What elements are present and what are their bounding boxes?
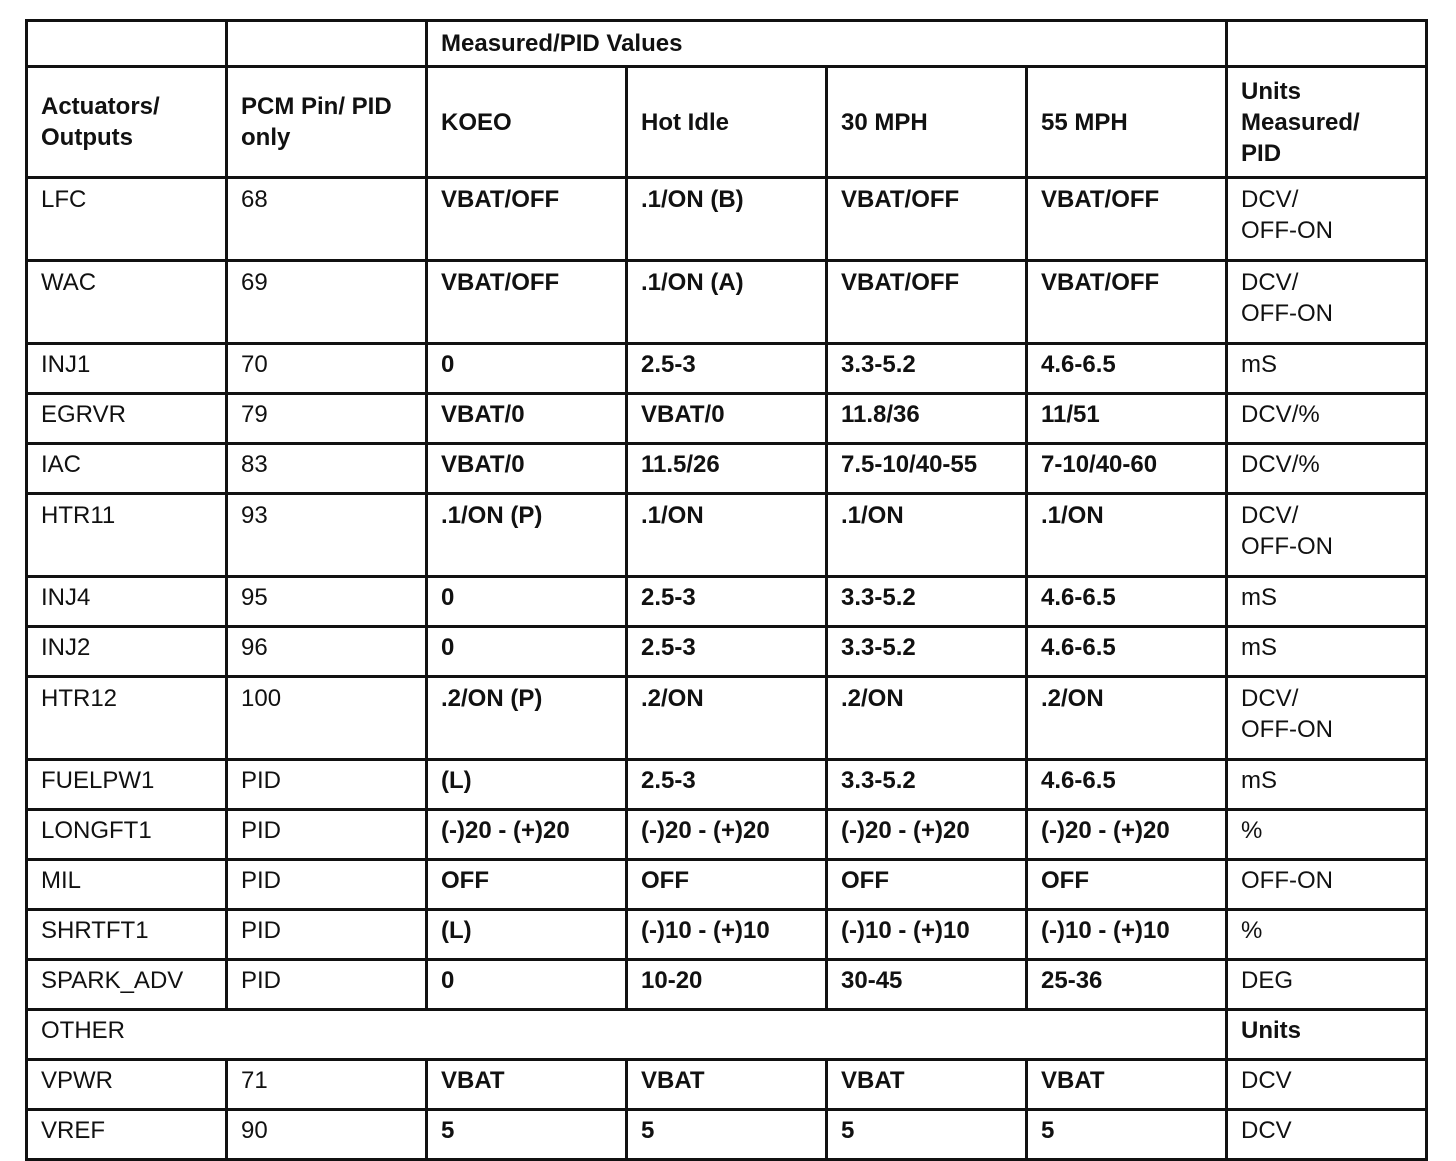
units-cell: mS (1227, 577, 1427, 627)
units-cell: mS (1227, 344, 1427, 394)
actuator-name-cell: WAC (27, 261, 227, 344)
column-header-row (27, 67, 1427, 178)
pcm-pin-cell: 90 (227, 1110, 427, 1160)
hot-idle-value-cell: .1/ON (B) (627, 178, 827, 261)
pcm-pin-cell: 96 (227, 627, 427, 677)
koeo-value-cell: .2/ON (P) (427, 677, 627, 760)
units-cell: % (1227, 810, 1427, 860)
pcm-pin-cell: PID (227, 960, 427, 1010)
pcm-pin-cell: PID (227, 860, 427, 910)
actuator-name-cell: VPWR (27, 1060, 227, 1110)
table-row (27, 910, 1427, 960)
hot-idle-value-cell: 2.5-3 (627, 627, 827, 677)
pcm-pin-cell: 79 (227, 394, 427, 444)
55-mph-value-cell: .2/ON (1027, 677, 1227, 760)
hot-idle-value-cell: .1/ON (627, 494, 827, 577)
koeo-value-cell: 0 (427, 577, 627, 627)
hot-idle-value-cell: .2/ON (627, 677, 827, 760)
units-cell: DCV/% (1227, 444, 1427, 494)
30-mph-value-cell: 5 (827, 1110, 1027, 1160)
55-mph-value-cell: 5 (1027, 1110, 1227, 1160)
koeo-value-cell: VBAT/0 (427, 444, 627, 494)
actuator-name-cell: SPARK_ADV (27, 960, 227, 1010)
koeo-value-cell: VBAT/0 (427, 394, 627, 444)
hot-idle-value-cell: 2.5-3 (627, 344, 827, 394)
pcm-pin-cell: 95 (227, 577, 427, 627)
hot-idle-value-cell: OFF (627, 860, 827, 910)
table-row (27, 627, 1427, 677)
30-mph-value-cell: 3.3-5.2 (827, 344, 1027, 394)
30-mph-value-cell: 3.3-5.2 (827, 627, 1027, 677)
pcm-pin-cell: 93 (227, 494, 427, 577)
table-row (27, 760, 1427, 810)
30-mph-value-cell: 30-45 (827, 960, 1027, 1010)
actuator-name-cell: INJ1 (27, 344, 227, 394)
30-mph-value-cell: OFF (827, 860, 1027, 910)
koeo-value-cell: (L) (427, 910, 627, 960)
pcm-pin-cell: PID (227, 910, 427, 960)
pcm-pin-cell: 71 (227, 1060, 427, 1110)
30-mph-value-cell: (-)20 - (+)20 (827, 810, 1027, 860)
30-mph-value-cell: 7.5-10/40-55 (827, 444, 1027, 494)
units-cell: DCV/ OFF-ON (1227, 677, 1427, 760)
30-mph-value-cell: 11.8/36 (827, 394, 1027, 444)
other-section-label: OTHER (27, 1010, 1227, 1060)
actuator-name-cell: SHRTFT1 (27, 910, 227, 960)
pcm-pin-cell: 83 (227, 444, 427, 494)
header-blank-cell (27, 21, 227, 67)
55-mph-value-cell: .1/ON (1027, 494, 1227, 577)
column-header-actuators: Actuators/ Outputs (27, 67, 227, 178)
actuator-name-cell: EGRVR (27, 394, 227, 444)
hot-idle-value-cell: 11.5/26 (627, 444, 827, 494)
30-mph-value-cell: .1/ON (827, 494, 1027, 577)
table-row (27, 1110, 1427, 1160)
table-row (27, 577, 1427, 627)
55-mph-value-cell: VBAT/OFF (1027, 178, 1227, 261)
55-mph-value-cell: 11/51 (1027, 394, 1227, 444)
table-row (27, 261, 1427, 344)
55-mph-value-cell: (-)10 - (+)10 (1027, 910, 1227, 960)
column-header-55-mph: 55 MPH (1027, 67, 1227, 178)
group-header-row (27, 21, 1427, 67)
header-blank-cell (227, 21, 427, 67)
actuator-name-cell: MIL (27, 860, 227, 910)
pcm-pin-cell: PID (227, 760, 427, 810)
55-mph-value-cell: VBAT (1027, 1060, 1227, 1110)
actuator-name-cell: LFC (27, 178, 227, 261)
koeo-value-cell: 0 (427, 344, 627, 394)
30-mph-value-cell: 3.3-5.2 (827, 577, 1027, 627)
table-row (27, 344, 1427, 394)
30-mph-value-cell: VBAT/OFF (827, 178, 1027, 261)
other-section-header-row (27, 1010, 1427, 1060)
pcm-pin-cell: 70 (227, 344, 427, 394)
30-mph-value-cell: VBAT (827, 1060, 1027, 1110)
55-mph-value-cell: (-)20 - (+)20 (1027, 810, 1227, 860)
actuator-name-cell: VREF (27, 1110, 227, 1160)
koeo-value-cell: 0 (427, 960, 627, 1010)
koeo-value-cell: OFF (427, 860, 627, 910)
55-mph-value-cell: 4.6-6.5 (1027, 627, 1227, 677)
koeo-value-cell: 0 (427, 627, 627, 677)
55-mph-value-cell: VBAT/OFF (1027, 261, 1227, 344)
actuator-name-cell: HTR11 (27, 494, 227, 577)
hot-idle-value-cell: 5 (627, 1110, 827, 1160)
header-blank-cell (1227, 21, 1427, 67)
55-mph-value-cell: 7-10/40-60 (1027, 444, 1227, 494)
pcm-pin-cell: PID (227, 810, 427, 860)
other-section-units-header: Units (1227, 1010, 1427, 1060)
hot-idle-value-cell: 2.5-3 (627, 760, 827, 810)
table-body (27, 21, 1427, 1160)
table-row (27, 810, 1427, 860)
30-mph-value-cell: (-)10 - (+)10 (827, 910, 1027, 960)
55-mph-value-cell: 4.6-6.5 (1027, 760, 1227, 810)
units-cell: % (1227, 910, 1427, 960)
table-row (27, 960, 1427, 1010)
55-mph-value-cell: 4.6-6.5 (1027, 577, 1227, 627)
30-mph-value-cell: .2/ON (827, 677, 1027, 760)
55-mph-value-cell: OFF (1027, 860, 1227, 910)
table-row (27, 677, 1427, 760)
55-mph-value-cell: 4.6-6.5 (1027, 344, 1227, 394)
koeo-value-cell: 5 (427, 1110, 627, 1160)
column-header-pcm-pin: PCM Pin/ PID only (227, 67, 427, 178)
hot-idle-value-cell: 2.5-3 (627, 577, 827, 627)
hot-idle-value-cell: VBAT (627, 1060, 827, 1110)
units-cell: DEG (1227, 960, 1427, 1010)
units-cell: OFF-ON (1227, 860, 1427, 910)
column-header-30-mph: 30 MPH (827, 67, 1027, 178)
55-mph-value-cell: 25-36 (1027, 960, 1227, 1010)
table-row (27, 178, 1427, 261)
pcm-reference-table (25, 19, 1428, 1161)
hot-idle-value-cell: 10-20 (627, 960, 827, 1010)
group-header-measured-pid-values: Measured/PID Values (427, 21, 1227, 67)
pcm-pin-cell: 69 (227, 261, 427, 344)
units-cell: DCV (1227, 1060, 1427, 1110)
units-cell: DCV (1227, 1110, 1427, 1160)
table-row (27, 1060, 1427, 1110)
column-header-units: Units Measured/ PID (1227, 67, 1427, 178)
units-cell: DCV/% (1227, 394, 1427, 444)
hot-idle-value-cell: .1/ON (A) (627, 261, 827, 344)
30-mph-value-cell: VBAT/OFF (827, 261, 1027, 344)
pcm-pin-cell: 68 (227, 178, 427, 261)
table-row (27, 860, 1427, 910)
pcm-pin-cell: 100 (227, 677, 427, 760)
actuator-name-cell: IAC (27, 444, 227, 494)
hot-idle-value-cell: (-)10 - (+)10 (627, 910, 827, 960)
units-cell: DCV/ OFF-ON (1227, 494, 1427, 577)
actuator-name-cell: INJ2 (27, 627, 227, 677)
koeo-value-cell: (-)20 - (+)20 (427, 810, 627, 860)
actuator-name-cell: FUELPW1 (27, 760, 227, 810)
units-cell: mS (1227, 627, 1427, 677)
column-header-koeo: KOEO (427, 67, 627, 178)
column-header-hot-idle: Hot Idle (627, 67, 827, 178)
table-row (27, 394, 1427, 444)
hot-idle-value-cell: (-)20 - (+)20 (627, 810, 827, 860)
koeo-value-cell: VBAT/OFF (427, 261, 627, 344)
hot-idle-value-cell: VBAT/0 (627, 394, 827, 444)
koeo-value-cell: VBAT (427, 1060, 627, 1110)
table-row (27, 444, 1427, 494)
actuator-name-cell: INJ4 (27, 577, 227, 627)
actuator-name-cell: LONGFT1 (27, 810, 227, 860)
koeo-value-cell: (L) (427, 760, 627, 810)
koeo-value-cell: VBAT/OFF (427, 178, 627, 261)
table-row (27, 494, 1427, 577)
koeo-value-cell: .1/ON (P) (427, 494, 627, 577)
units-cell: mS (1227, 760, 1427, 810)
actuator-name-cell: HTR12 (27, 677, 227, 760)
30-mph-value-cell: 3.3-5.2 (827, 760, 1027, 810)
units-cell: DCV/ OFF-ON (1227, 261, 1427, 344)
units-cell: DCV/ OFF-ON (1227, 178, 1427, 261)
